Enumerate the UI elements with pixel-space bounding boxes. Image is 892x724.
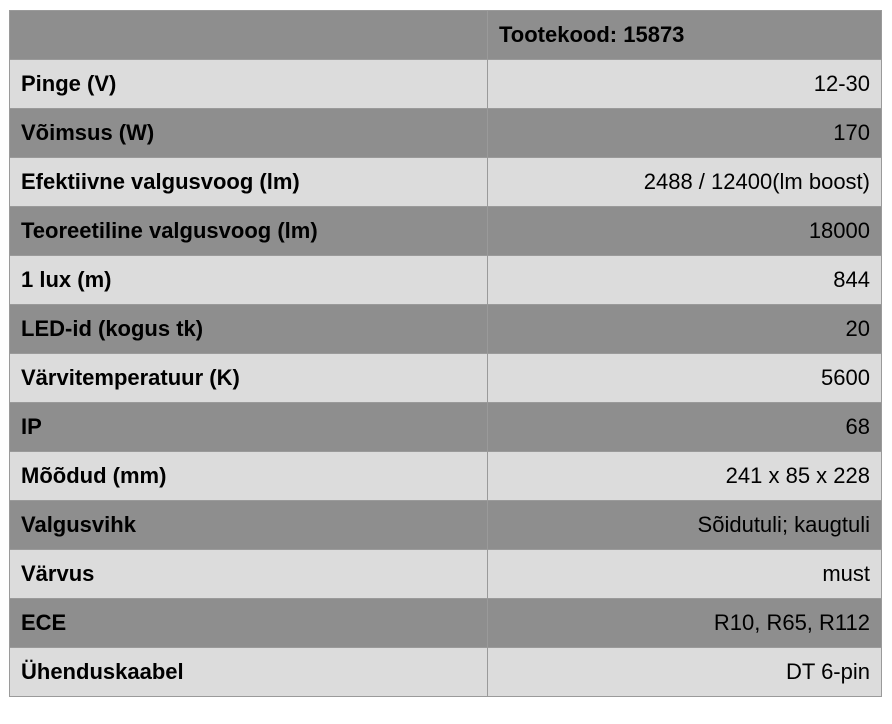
spec-label: 1 lux (m) <box>10 256 488 305</box>
table-row <box>10 109 882 158</box>
table-row <box>10 207 882 256</box>
spec-label: Pinge (V) <box>10 60 488 109</box>
table-row <box>10 452 882 501</box>
spec-label: Võimsus (W) <box>10 109 488 158</box>
spec-label: Valgusvihk <box>10 501 488 550</box>
spec-value: 241 x 85 x 228 <box>488 452 882 501</box>
table-row <box>10 599 882 648</box>
spec-label: IP <box>10 403 488 452</box>
spec-value: 2488 / 12400(lm boost) <box>488 158 882 207</box>
spec-value: 12-30 <box>488 60 882 109</box>
table-row <box>10 550 882 599</box>
table-row <box>10 354 882 403</box>
table-row <box>10 256 882 305</box>
spec-value: 844 <box>488 256 882 305</box>
spec-label: Värvitemperatuur (K) <box>10 354 488 403</box>
spec-label: Teoreetiline valgusvoog (lm) <box>10 207 488 256</box>
table-row <box>10 158 882 207</box>
product-code-cell: Tootekood: 15873 <box>488 11 882 60</box>
spec-label: Ühenduskaabel <box>10 648 488 697</box>
spec-label: Mõõdud (mm) <box>10 452 488 501</box>
spec-value: R10, R65, R112 <box>488 599 882 648</box>
table-header-row <box>10 11 882 60</box>
spec-value: DT 6-pin <box>488 648 882 697</box>
table-row <box>10 305 882 354</box>
spec-value: 5600 <box>488 354 882 403</box>
spec-label: Värvus <box>10 550 488 599</box>
product-spec-table <box>9 10 882 697</box>
spec-value: must <box>488 550 882 599</box>
spec-label: LED-id (kogus tk) <box>10 305 488 354</box>
spec-value: 18000 <box>488 207 882 256</box>
table-row <box>10 60 882 109</box>
spec-value: 68 <box>488 403 882 452</box>
spec-value: 20 <box>488 305 882 354</box>
spec-value: 170 <box>488 109 882 158</box>
header-empty-cell <box>10 11 488 60</box>
spec-value: Sõidutuli; kaugtuli <box>488 501 882 550</box>
spec-label: Efektiivne valgusvoog (lm) <box>10 158 488 207</box>
table-row <box>10 648 882 697</box>
spec-label: ECE <box>10 599 488 648</box>
table-row <box>10 501 882 550</box>
table-row <box>10 403 882 452</box>
